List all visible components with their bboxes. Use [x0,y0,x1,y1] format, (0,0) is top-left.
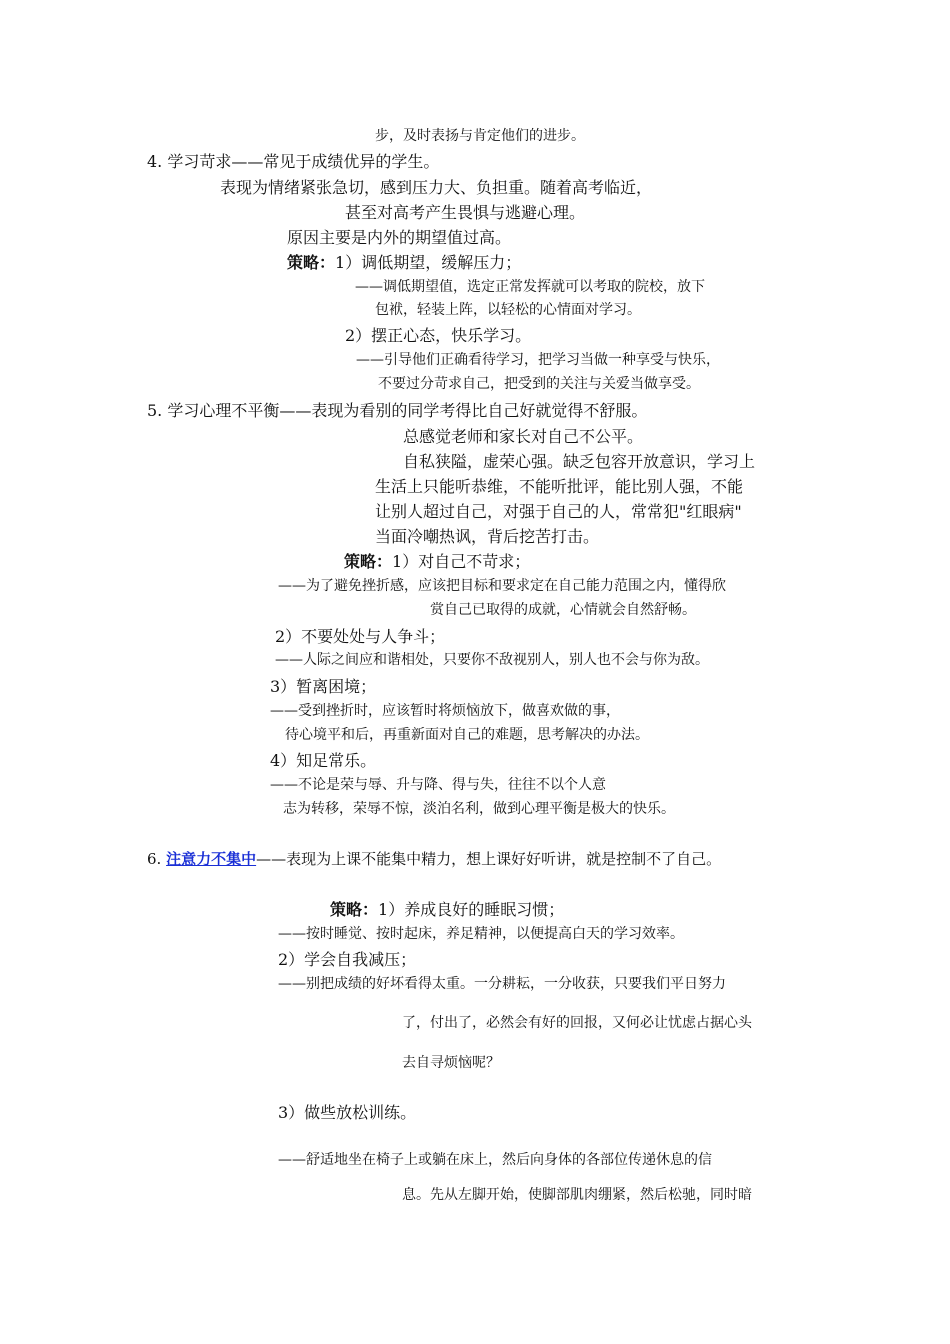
text-line: 当面冷嘲热讽，背后挖苦打击。 [375,527,600,546]
attention-link[interactable]: 注意力不集中 [166,850,257,868]
text-line: 2）学会自我减压； [278,950,417,969]
text-line: 3）暂离困境； [270,677,377,696]
text-line: 自私狭隘，虚荣心强。缺乏包容开放意识，学习上 [403,452,756,471]
strategy-line [287,253,521,272]
strategy-item: 1）养成良好的睡眠习惯； [378,900,565,919]
strategy-line [344,552,530,571]
text-line: 志为转移，荣辱不惊，淡泊名利，做到心理平衡是极大的快乐。 [283,801,675,817]
text-line: 赏自己已取得的成就，心情就会自然舒畅。 [430,602,696,618]
strategy-item: 1）对自己不苛求； [392,552,531,571]
text-line: 不要过分苛求自己，把受到的关注与关爱当做享受。 [378,376,700,392]
text-line: 总感觉老师和家长对自己不公平。 [403,427,644,446]
text-line: ——按时睡觉、按时起床，养足精神，以便提高白天的学习效率。 [278,926,684,942]
strategy-label: 策略： [287,253,336,272]
strategy-label: 策略： [344,552,393,571]
text-line: ——调低期望值，选定正常发挥就可以考取的院校，放下 [355,279,705,295]
strategy-label: 策略： [330,900,379,919]
text-line: 包袱，轻装上阵，以轻松的心情面对学习。 [375,302,641,318]
text-line: 3）做些放松训练。 [278,1103,417,1122]
text-line: ——别把成绩的好坏看得太重。一分耕耘，一分收获，只要我们平日努力 [278,976,726,992]
text-line: 原因主要是内外的期望值过高。 [287,228,512,247]
section-heading-text: ——表现为上课不能集中精力，想上课好好听讲，就是控制不了自己。 [256,850,722,868]
text-line: 息。先从左脚开始，使脚部肌肉绷紧，然后松驰，同时暗 [402,1187,752,1203]
text-line: 2）不要处处与人争斗； [275,627,446,646]
text-line: 生活上只能听恭维，不能听批评，能比别人强，不能 [375,477,744,496]
text-line: ——为了避免挫折感，应该把目标和要求定在自己能力范围之内，懂得欣 [278,578,726,594]
text-line: ——人际之间应和谐相处，只要你不敌视别人，别人也不会与你为敌。 [275,652,709,668]
section-heading-6 [147,850,721,868]
text-line: 4）知足常乐。 [270,751,377,770]
section-number: 6. [147,850,167,868]
text-line: ——受到挫折时，应该暂时将烦恼放下，做喜欢做的事， [270,703,620,719]
text-line: 待心境平和后，再重新面对自己的难题，思考解决的办法。 [285,727,649,743]
strategy-line [330,900,564,919]
text-line: 让别人超过自己，对强于自己的人，常常犯"红眼病" [375,502,742,521]
strategy-item: 1）调低期望，缓解压力； [335,253,522,272]
text-line: 步，及时表扬与肯定他们的进步。 [375,128,585,144]
text-line: ——舒适地坐在椅子上或躺在床上，然后向身体的各部位传递休息的信 [278,1152,712,1168]
section-heading-5: 5. 学习心理不平衡——表现为看别的同学考得比自己好就觉得不舒服。 [147,401,648,420]
text-line: 2）摆正心态，快乐学习。 [345,326,532,345]
text-line: 表现为情绪紧张急切，感到压力大、负担重。随着高考临近， [220,178,653,197]
text-line: 去自寻烦恼呢？ [402,1055,500,1071]
text-line: ——不论是荣与辱、升与降、得与失，往往不以个人意 [270,777,606,793]
text-line: 甚至对高考产生畏惧与逃避心理。 [345,203,586,222]
text-line: 了，付出了，必然会有好的回报，又何必让忧虑占据心头 [402,1015,752,1031]
text-line: ——引导他们正确看待学习，把学习当做一种享受与快乐， [356,352,720,368]
section-heading-4: 4. 学习苛求——常见于成绩优异的学生。 [147,152,440,171]
